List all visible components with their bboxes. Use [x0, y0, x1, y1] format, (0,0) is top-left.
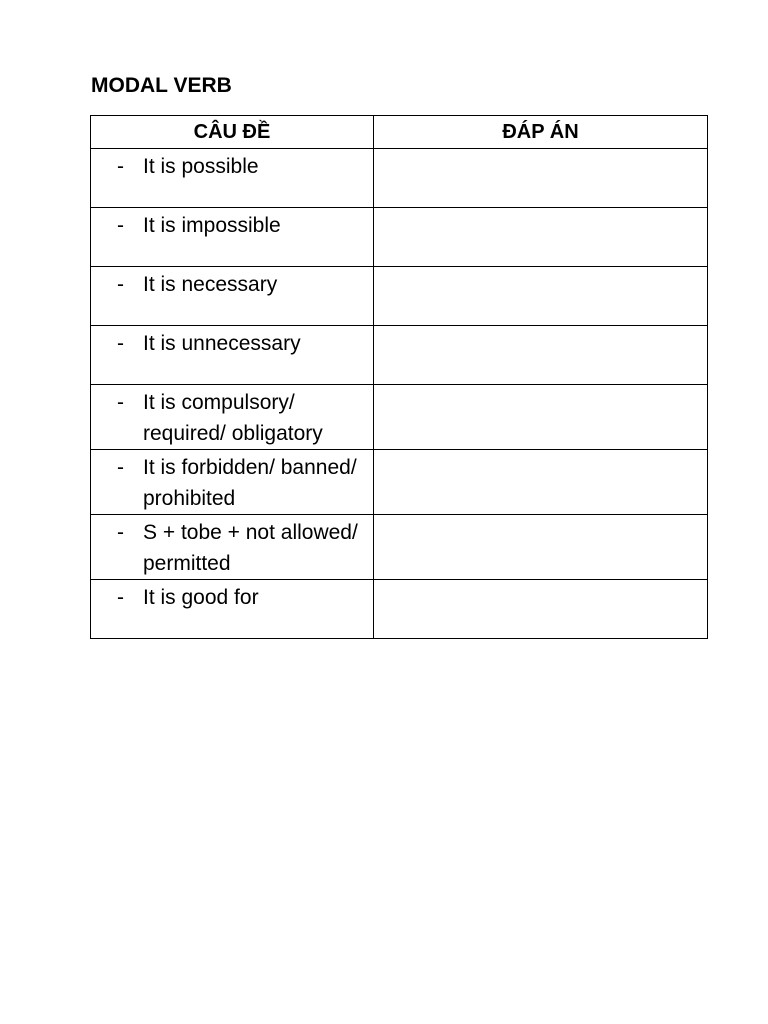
answer-cell[interactable] [374, 267, 708, 326]
header-answer: ĐÁP ÁN [374, 116, 708, 149]
table-row [91, 450, 708, 515]
answer-cell[interactable] [374, 385, 708, 450]
question-cell [91, 208, 374, 267]
question-text: S + tobe + not allowed/ permitted [143, 521, 358, 575]
bullet-dash: - [117, 214, 124, 237]
bullet-dash: - [117, 155, 124, 178]
answer-cell[interactable] [374, 450, 708, 515]
question-cell [91, 267, 374, 326]
bullet-dash: - [117, 273, 124, 296]
table-row [91, 267, 708, 326]
table-row [91, 580, 708, 639]
question-cell [91, 385, 374, 450]
table-row [91, 149, 708, 208]
modal-verb-table [90, 115, 708, 639]
question-cell [91, 515, 374, 580]
table-row [91, 515, 708, 580]
bullet-dash: - [117, 391, 124, 414]
question-text: It is necessary [143, 273, 278, 296]
header-question: CÂU ĐỀ [91, 116, 374, 149]
answer-cell[interactable] [374, 326, 708, 385]
question-text: It is impossible [143, 214, 281, 237]
question-text: It is possible [143, 155, 259, 178]
question-cell [91, 450, 374, 515]
answer-cell[interactable] [374, 580, 708, 639]
bullet-dash: - [117, 521, 124, 544]
question-text: It is compulsory/ required/ obligatory [143, 391, 323, 445]
answer-cell[interactable] [374, 515, 708, 580]
bullet-dash: - [117, 456, 124, 479]
table-row [91, 208, 708, 267]
table-row [91, 326, 708, 385]
question-cell [91, 149, 374, 208]
bullet-dash: - [117, 586, 124, 609]
bullet-dash: - [117, 332, 124, 355]
question-cell [91, 326, 374, 385]
answer-cell[interactable] [374, 149, 708, 208]
table-row [91, 385, 708, 450]
question-text: It is unnecessary [143, 332, 301, 355]
question-text: It is forbidden/ banned/ prohibited [143, 456, 357, 510]
page-title: MODAL VERB [91, 74, 232, 97]
table-header-row [91, 116, 708, 149]
question-cell [91, 580, 374, 639]
question-text: It is good for [143, 586, 259, 609]
answer-cell[interactable] [374, 208, 708, 267]
